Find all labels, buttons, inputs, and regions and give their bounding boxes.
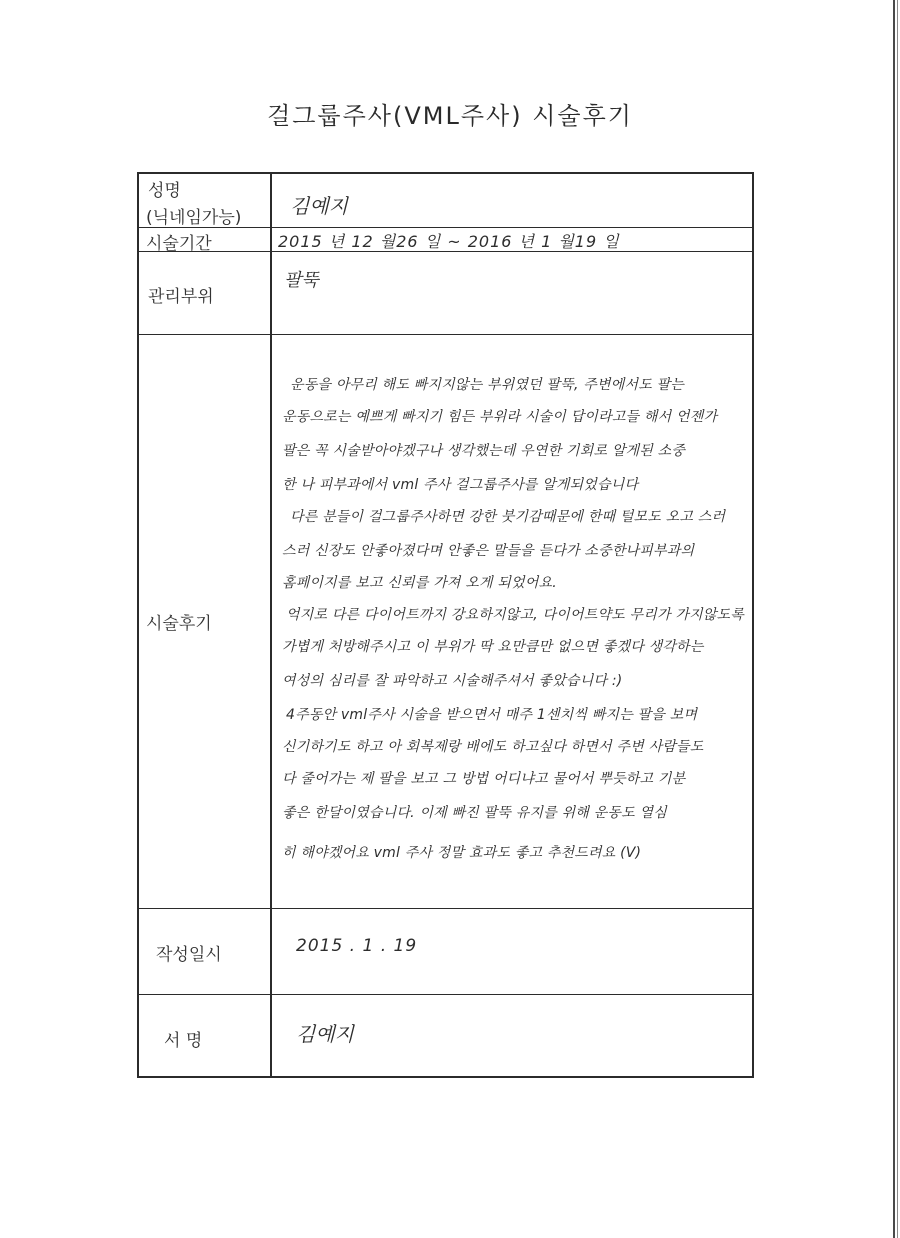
review-line: 팔은 꼭 시술받아야겠구나 생각했는데 우연한 기회로 알게된 소중 [282, 443, 686, 459]
period-label: 시술기간 [146, 234, 212, 254]
review-line: 좋은 한달이였습니다. 이제 빠진 팔뚝 유지를 위해 운동도 열심 [282, 805, 667, 821]
table-bottom-border [137, 1076, 754, 1078]
review-line: 스러 신장도 안좋아졌다며 안좋은 말들을 듣다가 소중한나피부과의 [282, 543, 695, 559]
review-label: 시술후기 [146, 614, 212, 634]
review-line: 억지로 다른 다이어트까지 강요하지않고, 다이어트약도 무리가 가지않도록 [286, 607, 744, 623]
name-label: 성명 [148, 181, 181, 201]
row-divider [137, 908, 754, 909]
review-line: 운동으로는 예쁘게 빠지기 힘든 부위라 시술이 답이라고들 해서 언젠가 [282, 409, 718, 425]
row-divider [137, 334, 754, 335]
review-line: 홈페이지를 보고 신뢰를 가져 오게 되었어요. [282, 575, 557, 591]
table-left-border [137, 172, 139, 1078]
document-title: 걸그룹주사(VML주사) 시술후기 [267, 102, 633, 130]
review-line: 가볍게 처방해주시고 이 부위가 딱 요만큼만 없으면 좋겠다 생각하는 [282, 639, 704, 655]
area-value: 팔뚝 [284, 270, 319, 291]
review-line: 히 해야겠어요 vml 주사 정말 효과도 좋고 추천드려요 (V) [282, 845, 642, 861]
review-line: 다 줄어가는 제 팔을 보고 그 방법 어디냐고 물어서 뿌듯하고 기분 [282, 771, 686, 787]
name-label-sub: (닉네임가능) [146, 208, 242, 228]
review-line: 4주동안 vml주사 시술을 받으면서 매주 1센치씩 빠지는 팔을 보며 [286, 707, 698, 723]
period-value: 2015 년 12 월26 일 ~ 2016 년 1 월19 일 [278, 232, 620, 251]
date-value: 2015 . 1 . 19 [296, 936, 418, 956]
signature-value: 김예지 [296, 1022, 354, 1046]
signature-label: 서 명 [164, 1031, 203, 1051]
review-line: 여성의 심리를 잘 파악하고 시술해주셔서 좋았습니다 :) [282, 673, 623, 689]
table-right-border [752, 172, 754, 1078]
review-line: 운동을 아무리 해도 빠지지않는 부위였던 팔뚝, 주변에서도 팔는 [290, 377, 685, 393]
review-line: 다른 분들이 걸그룹주사하면 강한 붓기감때문에 한때 털모도 오고 스러 [290, 509, 726, 525]
review-line: 한 나 피부과에서 vml 주사 걸그룹주사를 알게되었습니다 [282, 477, 639, 493]
review-line: 신기하기도 하고 아 회복제랑 배에도 하고싶다 하면서 주변 사람들도 [282, 739, 704, 755]
table-top-border [137, 172, 754, 174]
name-value: 김예지 [290, 194, 348, 218]
table-column-divider [270, 172, 272, 1078]
row-divider [137, 994, 754, 995]
area-label: 관리부위 [148, 287, 214, 307]
date-label: 작성일시 [156, 945, 222, 965]
